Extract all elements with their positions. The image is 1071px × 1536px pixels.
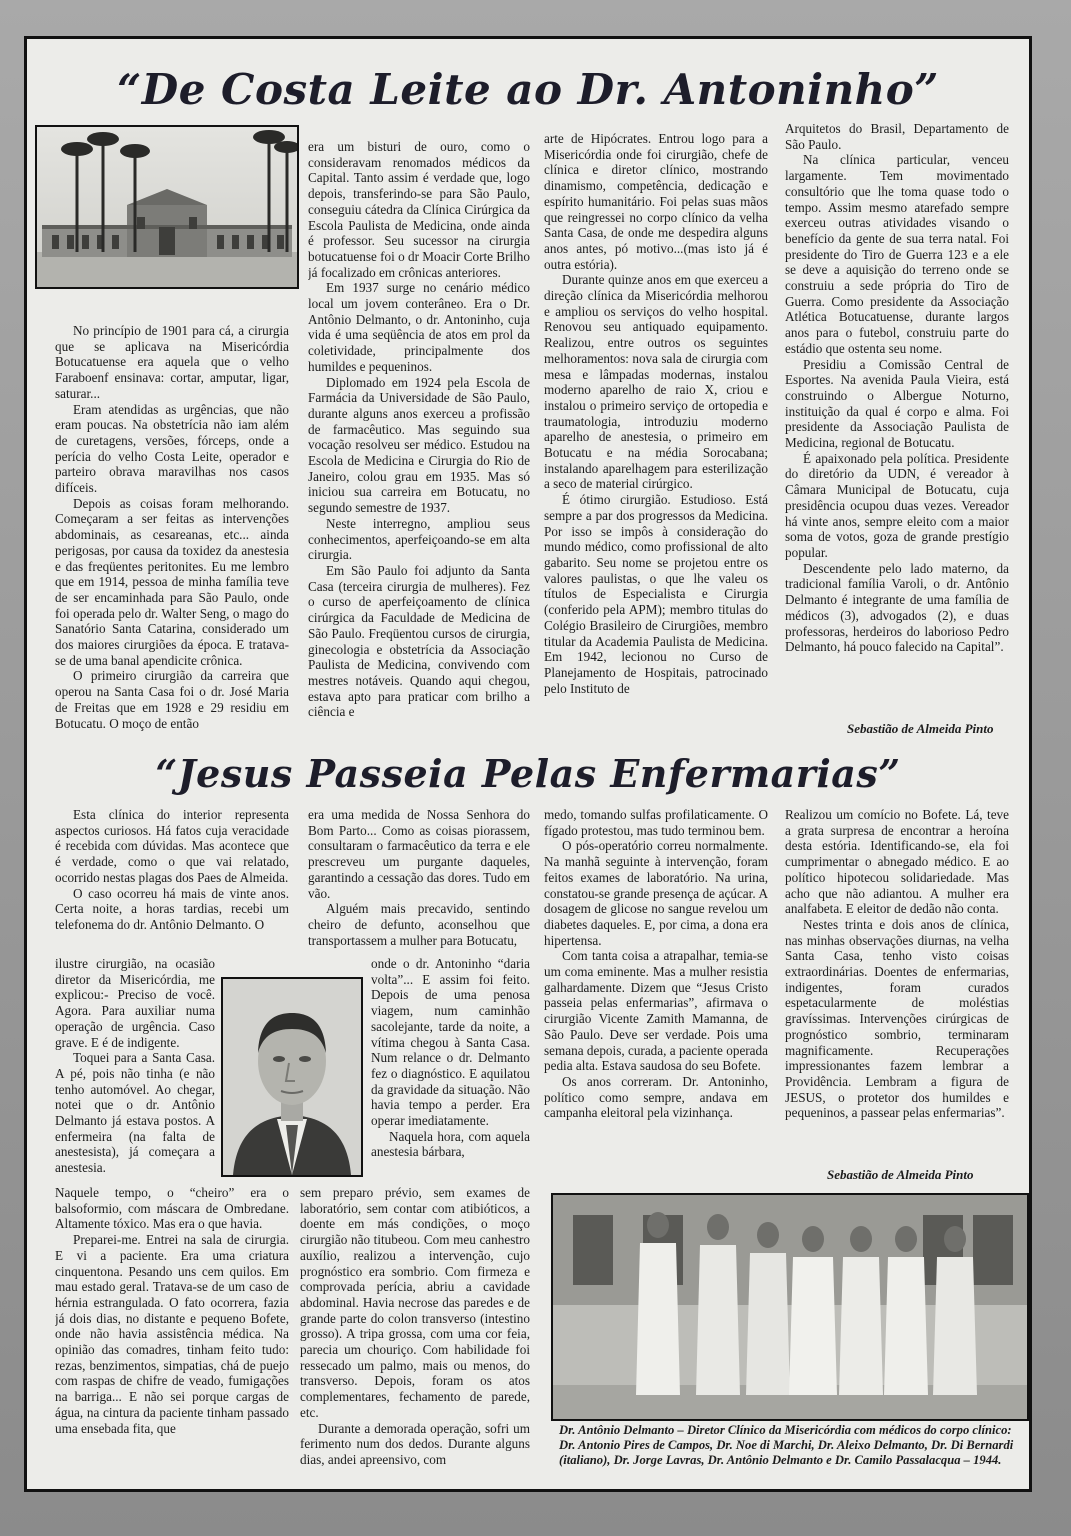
paragraph: Na clínica particular, venceu largamente. Tem movimentado consultório que lhe toma quase todo o tempo. Assim mesmo atarefado sempre exerceu outras atividades visando o benefício da gente de sua terra natal. Foi presidente do Tiro de Guerra 123 e a ele se deve a aquisição do terreno onde se construiu a sede própria do Tiro de Guerra. Como presidente da Associação Atlética Botucatuense, durante largos anos para o futebol, construiu parte do estádio que ostenta seu nome. [785,152,1009,356]
paragraph: ilustre cirurgião, na ocasião diretor da Misericórdia, me explicou:- Preciso de você. Agora. Para auxiliar numa operação de urgência. Caso grave. E é de indigente. [55,956,215,1050]
paragraph: Durante quinze anos em que exerceu a direção clínica da Misericórdia melhorou e ampliou os serviços do velho hospital. Renovou seu antiquado equipamento. Realizou, entre outros os seguintes melhoramentos: nova sala de cirurgia com mesa e lâmpadas modernas, instalou moderno aparelho de raio X, criou e instalou o primeiro serviço de ortopedia e traumatologia, introduziu moderno aparelho de anestesia, o primeiro em Botucatu e na média Sorocabana; instalando aparelhagem para esterilização a seco de material cirúrgico. [544,272,768,492]
paragraph: Presidiu a Comissão Central de Esportes. Na avenida Paula Vieira, está construindo o Albergue Noturno, instituição da qual é corpo e alma. Foi presidente da Associação Paulista de Medicina, regional de Botucatu. [785,356,1009,451]
paragraph: Em São Paulo foi adjunto da Santa Casa (terceira cirurgia de mulheres). Fez o curso de aperfeiçoamento de clínica cirúrgica da Faculdade de Medicina de São Paulo. Freqüentou cursos de cirurgia, ginecologia e obstetrícia da Associação Paulista de Medicina, convivendo com mestres notáveis. Quando aqui chegou, estava apto para praticar com brilho a ciência e [308,562,530,720]
article1-title: “De Costa Leite ao Dr. Antoninho” [117,65,939,114]
article1-column-1 [55,323,289,743]
newspaper-page [24,36,1032,1492]
paragraph: Depois as coisas foram melhorando. Começaram a ser feitas as intervenções abdominais, as cesareanas, etc... ainda perigosas, por causa da toxidez da anestesia e das freqüentes peritonites. Eu me lembro que em 1914, pessoa de minha família teve de ser encaminhada para São Paulo, onde foi operada pelo dr. Walter Seng, o mago do Sanatório Santa Catarina, considerado um dos maiores cirurgiões da época. E tratava-se de uma banal apendicite crônica. [55,495,289,668]
group-photo-caption: Dr. Antônio Delmanto – Diretor Clínico da Misericórdia com médicos do corpo clínico: Dr. Antonio Pires de Campos, Dr. Noe di Marchi, Dr. Aleixo Delmanto, Dr. Di Bernardi (italiano), Dr. Jorge Lavras, Dr. Antônio Delmanto e Dr. Camilo Passalacqua – 1944. [559,1423,1014,1467]
article2-column-1-top [55,807,289,957]
paragraph: Toquei para a Santa Casa. A pé, pois não tinha (e não tenho automóvel. Ao chegar, notei que o dr. Antônio Delmanto já estava postos. A enfermeira (na falta de anestesista), já começara a anestesia. [55,1050,215,1176]
paragraph: onde o dr. Antoninho “daria volta”... E assim foi feito. Depois de uma penosa viagem, num caminhão sacolejante, tarde da noite, a vítima chegou à Santa Casa. Num relance o dr. Delmanto fez o diagnóstico. E aquilatou da gravidade da situação. Não havia tempo a perder. Era operar imediatamente. [371,956,530,1129]
paragraph: No princípio de 1901 para cá, a cirurgia que se aplicava na Misericórdia Botucatuense era aquela que o velho Faraboenf ensinava: cortar, amputar, ligar, saturar... [55,323,289,401]
hospital-building-photo [35,125,299,289]
paragraph: Com tanta coisa a atrapalhar, temia-se um coma eminente. Mas a mulher resistia galhardamente. Dizem que “Jesus Cristo passeia pelas enfermarias”, afirmava o cirurgião Vicente Zamith Mamanna, de São Paulo. Deve ser verdade. Pois uma semana depois, curada, a paciente operada pedia alta. Estava saudosa do seu Bofete. [544,948,768,1074]
paragraph: Neste interregno, ampliou seus conhecimentos, aperfeiçoando-se em alta cirurgia. [308,515,530,563]
portrait-photo [221,977,363,1177]
paragraph: Preparei-me. Entrei na sala de cirurgia. E vi a paciente. Era uma criatura cinquentona. Pesando uns cem quilos. Em mau estado geral. Tratava-se de um caso de hérnia estrangulada. O fato ocorrera, fazia já dois dias, no distante e pequeno Bofete, onde não havia assistência médica. Na opinião das comadres, tinham feito tudo: rezas, benzimentos, simpatias, chá de puejo com raspas de chifre de veado, fumigações na barriga... E não sei porque cargas de água, na cintura da paciente tinham passado uma ensebada fita, que [55,1232,289,1436]
article2-title: “Jesus Passeia Pelas Enfermarias” [155,751,901,796]
paragraph: Descendente pelo lado materno, da tradicional família Varoli, o dr. Antônio Delmanto é integrante de uma família de médicos (3), advogados (2), e duas professoras, herdeiros do laborioso Pedro Delmanto, há pouco falecido na Capital”. [785,560,1009,655]
article2-column-2-top [308,807,530,957]
article1-column-3 [544,131,768,745]
paragraph: medo, tomando sulfas profilaticamente. O fígado protestou, mas tudo terminou bem. [544,807,768,838]
paragraph: Nestes trinta e dois anos de clínica, nas minhas observações diurnas, na velha Santa Casa, tenho visto coisas extraordinárias. Doentes de enfermarias, indigentes, foram curados espetacularmente de moléstias gravíssimas. Intervenções cirúrgicas de prognóstico sombrio, terminaram magnificamente. Recuperações impressionantes fazem lembrar a Providência. Lembram a figura de JESUS, o protetor dos humildes e pequeninos, a passear pelas enfermarias”. [785,916,1009,1121]
paragraph: Arquitetos do Brasil, Departamento de São Paulo. [785,121,1009,152]
paragraph: Alguém mais precavido, sentindo cheiro de defunto, aconselhou que transportassem a mulher para Botucatu, [308,901,530,948]
article2-column-4 [785,807,1009,1157]
paragraph: É ótimo cirurgião. Estudioso. Está sempre a par dos progressos da Medicina. Por isso se impôs à consideração do mundo médico, como profissional de alto gabarito. Seu nome se projetou entre os valores paulistas, o que lhe valeu os títulos de Especialista e Cirurgia (conferido pela APM); membro titulas do Colégio Brasileiro de Cirurgiões, membro titular da Academia Paulista de Medicina. Em 1942, lecionou no Curso de Planejamento de Hospitais, patrocinado pelo Instituto de [544,492,768,696]
paragraph: O caso ocorreu há mais de vinte anos. Certa noite, a horas tardias, recebi um telefonema do dr. Antônio Delmanto. O [55,885,289,932]
paragraph: Em 1937 surge no cenário médico local um jovem conterâneo. Era o Dr. Antônio Delmanto, o dr. Antoninho, cuja vida é uma seqüência de atos em prol da coletividade, principalmente dos humildes e pequeninos. [308,280,530,374]
article1-column-4 [785,121,1009,711]
paragraph: Eram atendidas as urgências, que não eram poucas. Na obstetrícia não iam além de curetagens, versões, fórceps, onde a perícia do velho Costa Leite, operador e parteiro obrava maravilhas nos casos difíceis. [55,401,289,496]
paragraph: Naquela hora, com aquela anestesia bárbara, [371,1128,530,1160]
paragraph: era uma medida de Nossa Senhora do Bom Parto... Como as coisas piorassem, consultaram o farmacêutico da terra e ele prescreveu um purgante daqueles, garantindo a cessação das dores. Tudo em vão. [308,807,530,901]
paragraph: arte de Hipócrates. Entrou logo para a Misericórdia onde foi cirurgião, chefe de clínica e diretor clínico, mostrando dinamismo, competência, dedicação e espírito humanitário. Foi pelas suas mãos que reingressei no corpo clínico da velha Santa Casa, de onde me despedira alguns anos antes, pó motivo...(mas isto já é outra estória). [544,131,768,272]
article1-signature: Sebastião de Almeida Pinto [847,721,994,736]
article1-column-2 [308,139,530,745]
group-of-doctors-photo [551,1193,1029,1421]
paragraph: Diplomado em 1924 pela Escola de Farmácia da Universidade de São Paulo, durante alguns anos exerceu a profissão de farmacêutico. Mas seguindo sua vocação resolveu ser médico. Estudou na Escola de Medicina e Cirurgia do Rio de Janeiro, colou grau em 1935. Mas só iniciou sua carreira em Botucatu, no segundo semestre de 1937. [308,374,530,516]
article2-column-1-wrap [55,956,215,1184]
paragraph: Naquele tempo, o “cheiro” era o balsoformio, com máscara de Ombredane. Altamente tóxico. Mas era o que havia. [55,1185,289,1232]
paragraph: O pós-operatório correu normalmente. Na manhã seguinte à intervenção, foram feitos exames de laboratório. Na urina, constatou-se grande presença de açúcar. A dosagem de glicose no sangue revelou um diabetes daqueles. E, por cima, a dona era hipertensa. [544,838,768,948]
paragraph: Realizou um comício no Bofete. Lá, teve a grata surpresa de encontrar a heroína desta estória. Identificando-se, ela foi cumprimentar o abnegado médico. E ao político hipotecou solidariedade. Mas acho que não adiantou. A mulher era analfabeta. E eleitor de dedão não conta. [785,807,1009,917]
article2-signature: Sebastião de Almeida Pinto [827,1167,974,1182]
paragraph: Esta clínica do interior representa aspectos curiosos. Há fatos cuja veracidade é recebida com dúvidas. Mas acontece que é verdade, como o que vai relatado, ocorrido nestas plagas dos Paes de Almeida. [55,807,289,885]
paragraph: era um bisturi de ouro, como o consideravam renomados médicos da Capital. Tanto assim é verdade que, logo depois, transferindo-se para São Paulo, conseguiu cátedra da Clínica Cirúrgica da Escola Paulista de Medicina, onde ainda é professor. Seu sucessor na cirurgia botucatuense foi o dr Moacir Corte Brilho já focalizado em crônicas anteriores. [308,139,530,280]
paragraph: É apaixonado pela política. Presidente do diretório da UDN, é vereador à Câmara Municipal de Botucatu, cuja presidência ocupou duas vezes. Vereador há vinte anos, sempre eleito com a maior soma de votos, goza de grande prestígio popular. [785,450,1009,560]
paragraph: Durante a demorada operação, sofri um ferimento num dos dedos. Durante alguns dias, andei apreensivo, com [300,1420,530,1467]
paragraph: sem preparo prévio, sem exames de laboratório, sem contar com atibióticos, a doente em más condições, o moço cirurgião não titubeou. Com meu canhestro auxílio, realizou a intervenção, cujo prognóstico era sombrio. Com firmeza e comprovada perícia, abriu a cavidade abdominal. Havia necrose das paredes e de grande parte do colon transverso (intestino grosso). A tripa grossa, com uma cor feia, parecia um chouriço. Com habilidade foi ressecado um palmo, mais ou menos, do transverso. Depois, foram os atos complementares, fechamento de parede, etc. [300,1185,530,1420]
article2-column-3 [544,807,768,1181]
paragraph: Os anos correram. Dr. Antoninho, político como sempre, andava em campanha eleitoral pela vizinhança. [544,1073,768,1121]
article2-column-2-bottom [300,1185,530,1485]
article2-column-2-wrap [371,956,530,1184]
article2-column-1-bottom [55,1185,289,1485]
paragraph: O primeiro cirurgião da carreira que operou na Santa Casa foi o dr. José Maria de Freitas que em 1928 e 29 residiu em Botucatu. O moço de então [55,668,289,731]
